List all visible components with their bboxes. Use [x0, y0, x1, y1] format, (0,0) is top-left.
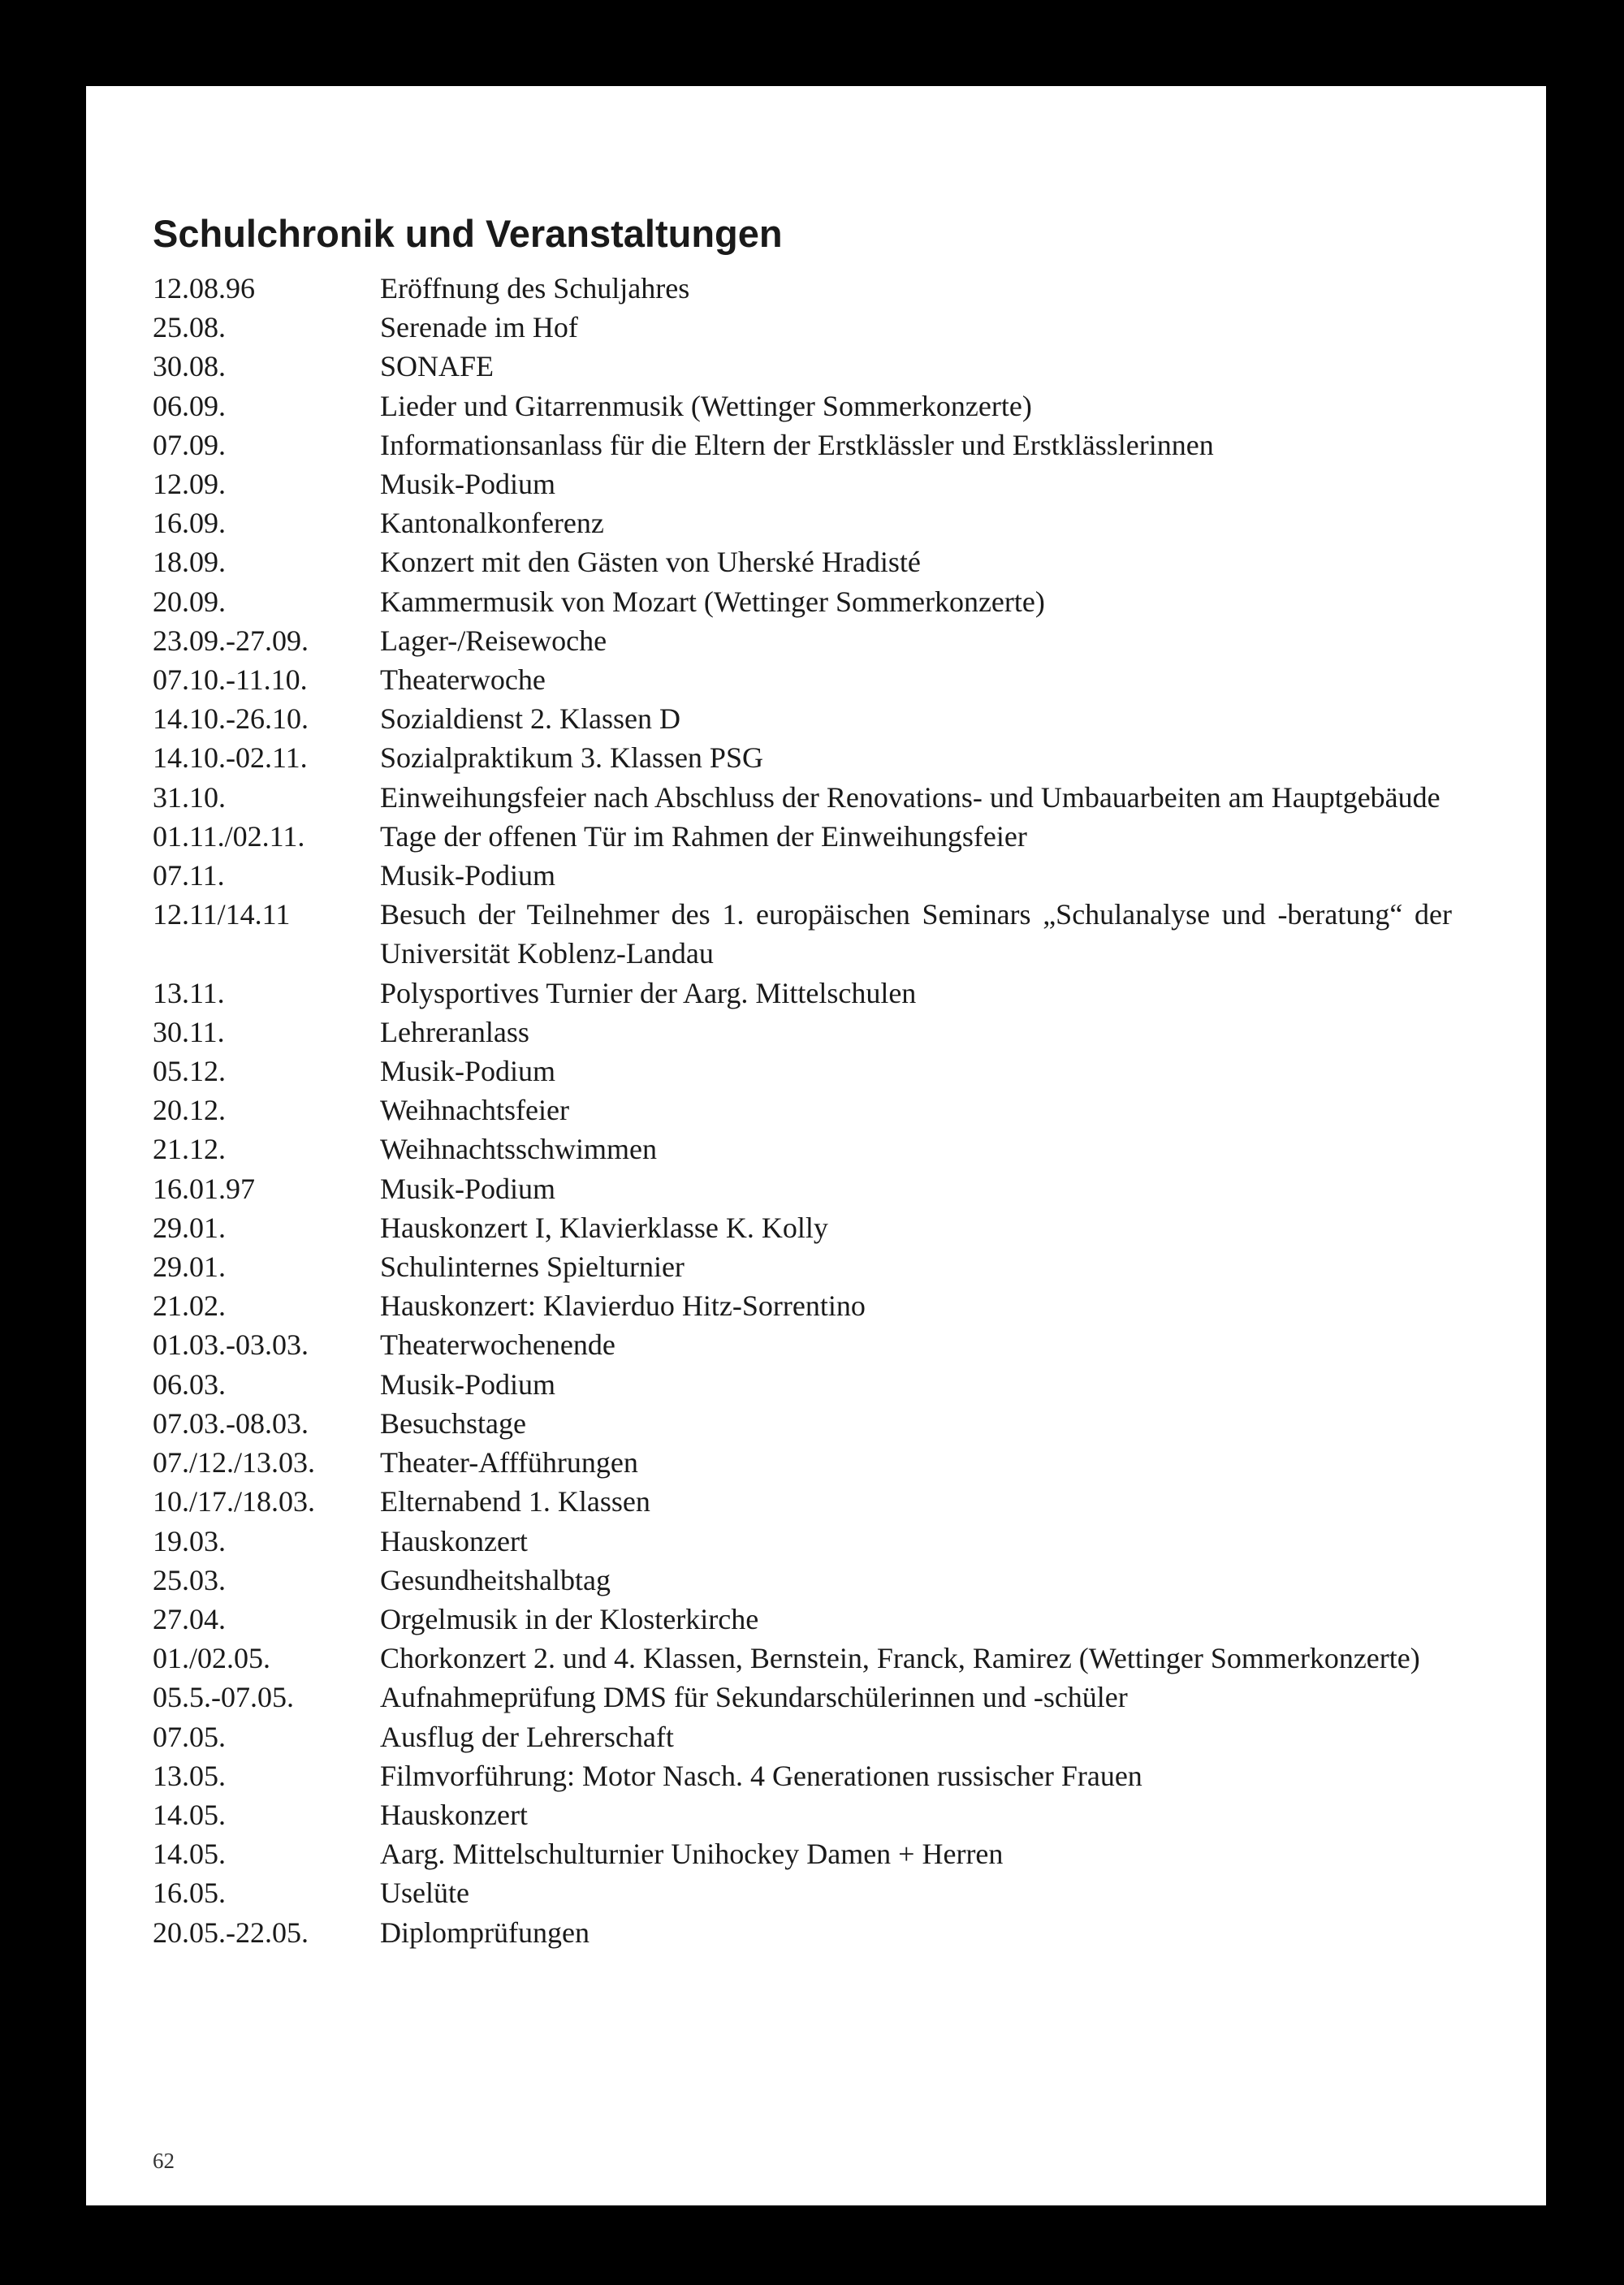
list-item: [153, 1639, 1452, 1678]
entry-date: 07.10.-11.10.: [153, 663, 308, 697]
entry-text: Chorkonzert 2. und 4. Klassen, Bernstein, Franck, Ramirez (Wettinger Sommerkonzerte): [380, 1642, 1420, 1675]
list-item: [153, 308, 1452, 347]
entry-date: 07.03.-08.03.: [153, 1406, 309, 1440]
entry-text: Lager-/Reisewoche: [380, 624, 607, 657]
list-item: [153, 1091, 1452, 1130]
entry-text: Sozialdienst 2. Klassen D: [380, 702, 680, 736]
entry-date: 25.08.: [153, 311, 226, 344]
entry-date: 31.10.: [153, 780, 226, 814]
entry-date: 12.08.96: [153, 272, 255, 305]
page-title: Schulchronik und Veranstaltungen: [153, 212, 783, 255]
entry-date: 01.03.-03.03.: [153, 1328, 309, 1362]
entry-text: Serenade im Hof: [380, 311, 578, 344]
entry-text: Theaterwoche: [380, 663, 546, 697]
entry-text: Aarg. Mittelschulturnier Unihockey Damen + Herren: [380, 1838, 1004, 1871]
entry-date: 07.09.: [153, 428, 226, 461]
entry-text: SONAFE: [380, 350, 495, 383]
list-item: [153, 660, 1452, 699]
list-item: [153, 621, 1452, 660]
entry-date: 29.01.: [153, 1250, 226, 1284]
entry-text: Schulinternes Spielturnier: [380, 1250, 685, 1284]
entry-text: Besuchstage: [380, 1406, 526, 1440]
entry-date: 27.04.: [153, 1602, 226, 1635]
entry-text: Informationsanlass für die Eltern der Erstklässler und Erstklässlerinnen: [380, 428, 1214, 461]
entry-text: Hauskonzert: [380, 1798, 528, 1831]
entry-date: 21.12.: [153, 1133, 226, 1166]
entry-text: Weihnachtsschwimmen: [380, 1133, 658, 1166]
list-item: [153, 1013, 1452, 1052]
entry-text: Musik-Podium: [380, 468, 556, 501]
list-item: [153, 974, 1452, 1013]
entry-text: Gesundheitshalbtag: [380, 1563, 611, 1596]
list-item: [153, 856, 1452, 895]
entry-date: 01./02.05.: [153, 1642, 271, 1675]
entry-text: Hauskonzert: Klavierduo Hitz-Sorrentino: [380, 1289, 866, 1323]
entry-text: Filmvorführung: Motor Nasch. 4 Generationen russischer Frauen: [380, 1759, 1142, 1792]
entry-text: Musik-Podium: [380, 1367, 556, 1401]
entry-date: 21.02.: [153, 1289, 226, 1323]
entry-date: 05.12.: [153, 1055, 226, 1088]
list-item: [153, 1522, 1452, 1561]
entry-date: 30.11.: [153, 1015, 225, 1048]
list-item: [153, 1756, 1452, 1795]
entry-text: Tage der offenen Tür im Rahmen der Einweihungsfeier: [380, 819, 1027, 853]
list-item: [153, 817, 1452, 856]
entry-text: Ausflug der Lehrerschaft: [380, 1720, 674, 1753]
entry-date: 05.5.-07.05.: [153, 1681, 294, 1714]
entry-date: 07.05.: [153, 1720, 226, 1753]
entry-text: Hauskonzert: [380, 1524, 528, 1557]
entry-text: Theater-Affführungen: [380, 1446, 638, 1479]
list-item: [153, 1325, 1452, 1364]
entry-text: Musik-Podium: [380, 859, 556, 892]
entry-date: 16.09.: [153, 507, 226, 540]
entry-date: 07.11.: [153, 859, 225, 892]
entry-date: 14.05.: [153, 1798, 226, 1831]
list-item: [153, 582, 1452, 621]
entry-text: Sozialpraktikum 3. Klassen PSG: [380, 741, 763, 775]
entry-text: Musik-Podium: [380, 1172, 556, 1205]
entry-date: 12.09.: [153, 468, 226, 501]
entry-text: Lehreranlass: [380, 1015, 529, 1048]
list-item: [153, 542, 1452, 581]
list-item: [153, 1600, 1452, 1639]
list-item: [153, 1052, 1452, 1091]
entry-date: 20.12.: [153, 1094, 226, 1127]
list-item: [153, 1365, 1452, 1404]
entry-text: Aufnahmeprüfung DMS für Sekundarschülerinnen und -schüler: [380, 1681, 1128, 1714]
entry-text: Lieder und Gitarrenmusik (Wettinger Sommerkonzerte): [380, 389, 1032, 422]
entry-text: Diplomprüfungen: [380, 1916, 590, 1949]
entry-date: 25.03.: [153, 1563, 226, 1596]
entry-date: 13.11.: [153, 976, 225, 1009]
list-item: [153, 1873, 1452, 1912]
list-item: [153, 699, 1452, 738]
list-item: [153, 503, 1452, 542]
entry-text: Einweihungsfeier nach Abschluss der Renovations- und Umbauarbeiten am Hauptgebäude: [380, 780, 1440, 814]
list-item: [153, 1834, 1452, 1873]
entry-text: Besuch der Teilnehmer des 1. europäischen Seminars „Schulanalyse und -beratung“ der Universität Koblenz-Landau: [380, 898, 1452, 970]
entry-date: 18.09.: [153, 546, 226, 579]
list-item: [153, 464, 1452, 503]
page-number: 62: [153, 2149, 175, 2173]
list-item: [153, 1208, 1452, 1247]
entry-date: 07./12./13.03.: [153, 1446, 316, 1479]
entry-text: Kantonalkonferenz: [380, 507, 604, 540]
entry-text: Hauskonzert I, Klavierklasse K. Kolly: [380, 1211, 828, 1244]
chronicle-list: [153, 269, 1452, 1952]
list-item: [153, 738, 1452, 777]
list-item: [153, 778, 1452, 817]
entry-date: 16.01.97: [153, 1172, 255, 1205]
entry-date: 12.11/14.11: [153, 898, 291, 931]
list-item: [153, 1247, 1452, 1286]
entry-text: Elternabend 1. Klassen: [380, 1485, 650, 1518]
list-item: [153, 425, 1452, 464]
list-item: [153, 347, 1452, 386]
entry-text: Musik-Podium: [380, 1055, 556, 1088]
entry-date: 23.09.-27.09.: [153, 624, 309, 657]
entry-date: 20.05.-22.05.: [153, 1916, 309, 1949]
list-item: [153, 1913, 1452, 1952]
list-item: [153, 269, 1452, 308]
list-item: [153, 895, 1452, 973]
entry-text: Kammermusik von Mozart (Wettinger Sommerkonzerte): [380, 585, 1045, 618]
entry-text: Polysportives Turnier der Aarg. Mittelschulen: [380, 976, 917, 1009]
entry-date: 01.11./02.11.: [153, 819, 305, 853]
list-item: [153, 387, 1452, 425]
entry-date: 30.08.: [153, 350, 226, 383]
list-item: [153, 1130, 1452, 1168]
list-item: [153, 1286, 1452, 1325]
entry-date: 29.01.: [153, 1211, 226, 1244]
entry-text: Uselüte: [380, 1877, 469, 1910]
entry-date: 06.09.: [153, 389, 226, 422]
entry-date: 16.05.: [153, 1877, 226, 1910]
entry-date: 13.05.: [153, 1759, 226, 1792]
list-item: [153, 1443, 1452, 1482]
list-item: [153, 1795, 1452, 1834]
list-item: [153, 1404, 1452, 1443]
entry-date: 14.10.-26.10.: [153, 702, 309, 736]
list-item: [153, 1482, 1452, 1521]
list-item: [153, 1169, 1452, 1208]
entry-date: 20.09.: [153, 585, 226, 618]
entry-date: 14.05.: [153, 1838, 226, 1871]
entry-date: 10./17./18.03.: [153, 1485, 316, 1518]
entry-text: Orgelmusik in der Klosterkirche: [380, 1602, 759, 1635]
list-item: [153, 1561, 1452, 1600]
entry-text: Weihnachtsfeier: [380, 1094, 569, 1127]
list-item: [153, 1678, 1452, 1717]
entry-date: 19.03.: [153, 1524, 226, 1557]
document-page: [86, 86, 1546, 2205]
entry-text: Konzert mit den Gästen von Uherské Hradisté: [380, 546, 921, 579]
list-item: [153, 1717, 1452, 1756]
entry-date: 14.10.-02.11.: [153, 741, 308, 775]
entry-date: 06.03.: [153, 1367, 226, 1401]
entry-text: Eröffnung des Schuljahres: [380, 272, 690, 305]
entry-text: Theaterwochenende: [380, 1328, 615, 1362]
